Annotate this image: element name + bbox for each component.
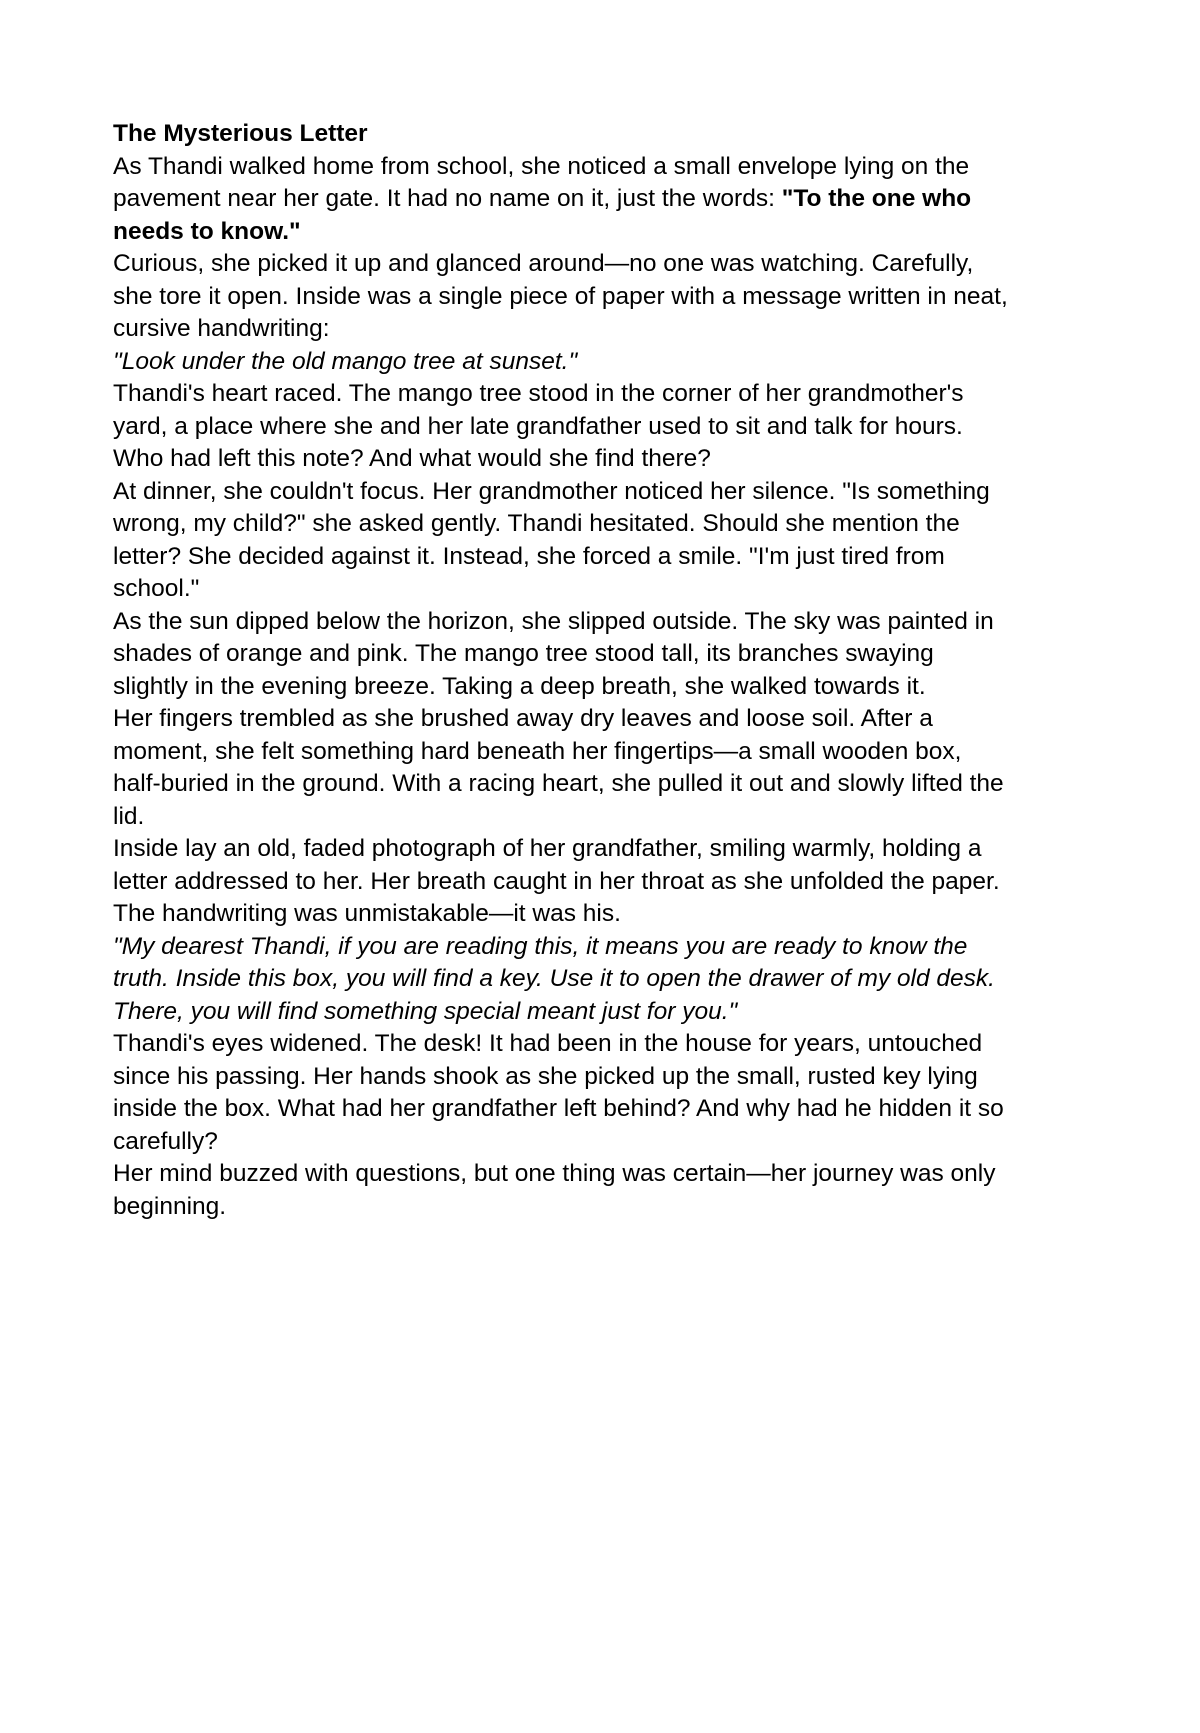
text-segment: "My dearest Thandi, if you are reading this, it means you are ready to know the — [113, 932, 968, 960]
text-segment: There, you will find something special meant just for you." — [113, 997, 738, 1025]
text-line — [113, 1126, 1103, 1159]
text-line — [113, 346, 1103, 379]
text-segment: carefully? — [113, 1127, 218, 1155]
text-segment: half-buried in the ground. With a racing heart, she pulled it out and slowly lifted the — [113, 770, 1004, 797]
text-line — [113, 963, 1103, 996]
text-line — [113, 183, 1103, 216]
document-body — [113, 151, 1103, 1224]
text-line — [113, 1028, 1103, 1061]
text-segment: shades of orange and pink. The mango tree stood tall, its branches swaying — [113, 640, 934, 667]
document-page — [113, 118, 1103, 1223]
text-segment: since his passing. Her hands shook as she picked up the small, rusted key lying — [113, 1062, 978, 1090]
text-line — [113, 671, 1103, 704]
text-segment: The handwriting was unmistakable—it was his. — [113, 900, 621, 927]
text-segment: she tore it open. Inside was a single piece of paper with a message written in neat, — [113, 282, 1008, 310]
text-segment: At dinner, she couldn't focus. Her grandmother noticed her silence. "Is something — [113, 477, 990, 505]
text-line — [113, 1191, 1103, 1224]
text-line — [113, 411, 1103, 444]
text-line — [113, 313, 1103, 346]
text-segment: pavement near her gate. It had no name on it, just the words: — [113, 185, 782, 212]
text-segment: wrong, my child?" she asked gently. Thandi hesitated. Should she mention the — [113, 510, 960, 537]
text-line — [113, 541, 1103, 574]
text-line — [113, 833, 1103, 866]
text-segment: inside the box. What had her grandfather left behind? And why had he hidden it so — [113, 1095, 1004, 1122]
text-line — [113, 768, 1103, 801]
text-segment: moment, she felt something hard beneath her fingertips—a small wooden box, — [113, 737, 962, 765]
text-line — [113, 151, 1103, 184]
text-segment: Thandi's eyes widened. The desk! It had been in the house for years, untouched — [113, 1030, 983, 1057]
text-segment: school." — [113, 575, 200, 602]
text-segment: Curious, she picked it up and glanced around—no one was watching. Carefully, — [113, 250, 974, 277]
text-line — [113, 1061, 1103, 1094]
text-line — [113, 476, 1103, 509]
text-line — [113, 378, 1103, 411]
text-line — [113, 443, 1103, 476]
document-title: The Mysterious Letter — [113, 120, 368, 147]
text-line — [113, 638, 1103, 671]
text-segment: Her mind buzzed with questions, but one thing was certain—her journey was only — [113, 1160, 996, 1187]
text-segment: truth. Inside this box, you will find a key. Use it to open the drawer of my old desk. — [113, 965, 995, 992]
text-line — [113, 898, 1103, 931]
text-line — [113, 931, 1103, 964]
text-segment: Inside lay an old, faded photograph of her grandfather, smiling warmly, holding a — [113, 835, 982, 862]
text-line — [113, 736, 1103, 769]
text-segment: beginning. — [113, 1192, 227, 1220]
text-line — [113, 281, 1103, 314]
text-segment: needs to know." — [113, 217, 301, 245]
text-segment: slightly in the evening breeze. Taking a deep breath, she walked towards it. — [113, 672, 926, 700]
text-segment: Who had left this note? And what would she find there? — [113, 445, 711, 472]
text-line — [113, 1093, 1103, 1126]
text-segment: cursive handwriting: — [113, 315, 330, 342]
text-segment: Thandi's heart raced. The mango tree stood in the corner of her grandmother's — [113, 380, 964, 407]
text-segment: yard, a place where she and her late grandfather used to sit and talk for hours. — [113, 412, 963, 440]
text-line — [113, 606, 1103, 639]
text-line — [113, 216, 1103, 249]
text-segment: Her fingers trembled as she brushed away dry leaves and loose soil. After a — [113, 705, 933, 732]
text-line — [113, 508, 1103, 541]
text-segment: letter addressed to her. Her breath caught in her throat as she unfolded the paper. — [113, 867, 1000, 895]
text-line — [113, 866, 1103, 899]
text-segment: lid. — [113, 802, 145, 830]
text-line — [113, 248, 1103, 281]
text-line — [113, 703, 1103, 736]
text-segment: letter? She decided against it. Instead, she forced a smile. "I'm just tired from — [113, 542, 945, 570]
text-line — [113, 1158, 1103, 1191]
text-segment: As Thandi walked home from school, she noticed a small envelope lying on the — [113, 152, 970, 180]
text-segment: "To the one who — [781, 185, 972, 212]
text-line — [113, 801, 1103, 834]
text-line — [113, 996, 1103, 1029]
text-segment: "Look under the old mango tree at sunset." — [113, 347, 578, 375]
text-segment: As the sun dipped below the horizon, she slipped outside. The sky was painted in — [113, 607, 994, 635]
text-line — [113, 573, 1103, 606]
